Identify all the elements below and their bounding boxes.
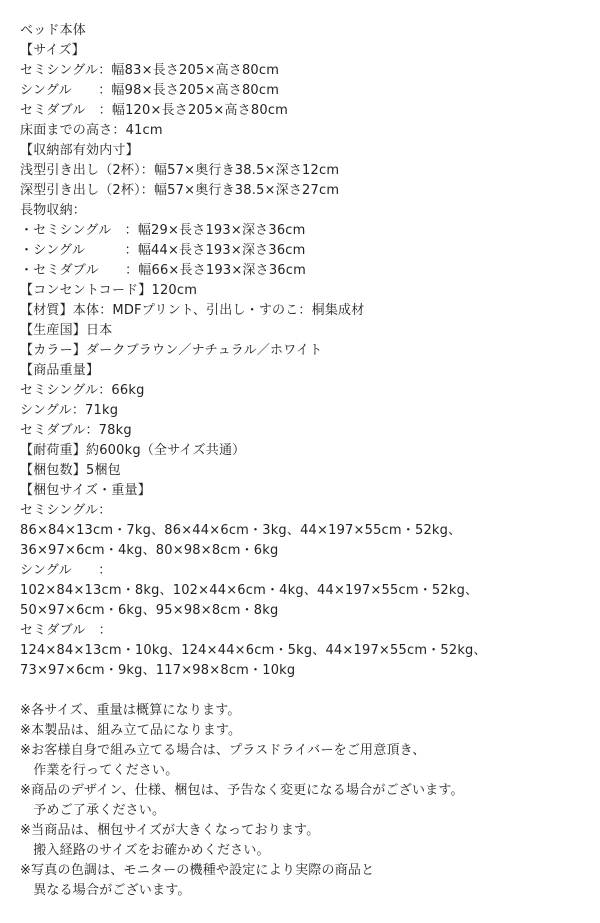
- spec-block: [20, 21, 592, 681]
- note-approximate: ※各サイズ、重量は概算になります。: [20, 703, 241, 718]
- product-spec-document: [20, 21, 592, 901]
- note-photo-color-1: ※写真の色調は、モニターの機種や設定により実際の商品と: [20, 863, 375, 878]
- package-semi-single-line-2: 36×97×6cm・4kg、80×98×8cm・6kg: [20, 543, 279, 558]
- note-design-change-2: 予めご了承ください。: [20, 803, 166, 818]
- note-package-size-2: 搬入経路のサイズをお確かめください。: [20, 843, 270, 858]
- note-self-assembly-1: ※お客様自身で組み立てる場合は、プラスドライバーをご用意頂き、: [20, 743, 426, 758]
- deep-drawer: 深型引き出し（2杯）：幅57×奥行き38.5×深さ27cm: [20, 183, 340, 198]
- floor-height: 床面までの高さ：41cm: [20, 123, 163, 138]
- color-options: 【カラー】ダークブラウン／ナチュラル／ホワイト: [20, 343, 323, 358]
- outlet-cord: 【コンセントコード】120cm: [20, 283, 198, 298]
- notes-block: [20, 701, 592, 901]
- shallow-drawer: 浅型引き出し（2杯）：幅57×奥行き38.5×深さ12cm: [20, 163, 340, 178]
- package-semi-double-label: セミダブル ：: [20, 623, 112, 638]
- size-semi-double: セミダブル ：幅120×長さ205×高さ80cm: [20, 103, 289, 118]
- package-semi-double-line-1: 124×84×13cm・10kg、124×44×6cm・5kg、44×197×55cm・52kg、: [20, 643, 487, 658]
- package-semi-single-label: セミシングル：: [20, 503, 112, 518]
- note-self-assembly-2: 作業を行ってください。: [20, 763, 179, 778]
- note-design-change-1: ※商品のデザイン、仕様、梱包は、予告なく変更になる場合がございます。: [20, 783, 464, 798]
- section-title: ベッド本体: [20, 23, 87, 38]
- long-storage-label: 長物収納：: [20, 203, 87, 218]
- load-capacity: 【耐荷重】約600kg（全サイズ共通）: [20, 443, 246, 458]
- weight-single: シングル：71kg: [20, 403, 119, 418]
- package-single-line-1: 102×84×13cm・8kg、102×44×6cm・4kg、44×197×55cm・52kg、: [20, 583, 479, 598]
- long-storage-semi-double: ・セミダブル ：幅66×長さ193×深さ36cm: [20, 263, 306, 278]
- weight-heading: 【商品重量】: [20, 363, 100, 378]
- material: 【材質】本体：MDFプリント、引出し・すのこ：桐集成材: [20, 303, 365, 318]
- package-single-label: シングル ：: [20, 563, 112, 578]
- blank-spacer: [20, 681, 592, 701]
- package-semi-single-line-1: 86×84×13cm・7kg、86×44×6cm・3kg、44×197×55cm・52kg、: [20, 523, 462, 538]
- package-semi-double-line-2: 73×97×6cm・9kg、117×98×8cm・10kg: [20, 663, 296, 678]
- weight-semi-double: セミダブル：78kg: [20, 423, 132, 438]
- long-storage-single: ・シングル ：幅44×長さ193×深さ36cm: [20, 243, 306, 258]
- size-single: シングル ：幅98×長さ205×高さ80cm: [20, 83, 280, 98]
- country-of-origin: 【生産国】日本: [20, 323, 113, 338]
- note-package-size-1: ※当商品は、梱包サイズが大きくなっております。: [20, 823, 320, 838]
- long-storage-semi-single: ・セミシングル ：幅29×長さ193×深さ36cm: [20, 223, 306, 238]
- package-count: 【梱包数】5梱包: [20, 463, 121, 478]
- note-assembly: ※本製品は、組み立て品になります。: [20, 723, 242, 738]
- weight-semi-single: セミシングル：66kg: [20, 383, 145, 398]
- package-single-line-2: 50×97×6cm・6kg、95×98×8cm・8kg: [20, 603, 279, 618]
- storage-heading: 【収納部有効内寸】: [20, 143, 139, 158]
- size-heading: 【サイズ】: [20, 43, 85, 58]
- note-photo-color-2: 異なる場合がございます。: [20, 883, 191, 898]
- package-size-heading: 【梱包サイズ・重量】: [20, 483, 151, 498]
- size-semi-single: セミシングル：幅83×長さ205×高さ80cm: [20, 63, 280, 78]
